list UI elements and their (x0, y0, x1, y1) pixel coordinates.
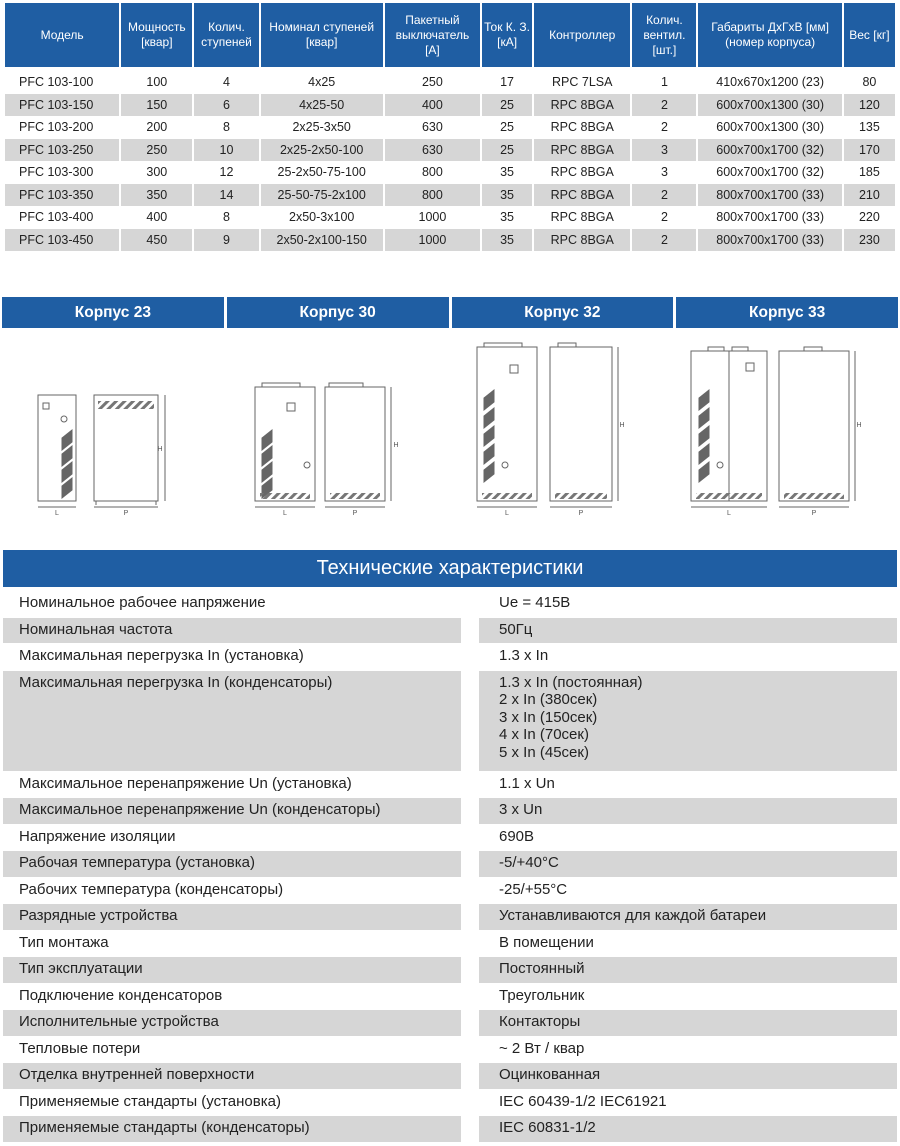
spec-key: Номинальная частота (3, 618, 461, 644)
table-cell: 185 (858, 165, 880, 180)
spec-value: -5/+40°C (479, 851, 897, 877)
table-cell: 600x700x1300 (30) (698, 94, 841, 117)
table-cell: 2x25-2x50-100 (261, 139, 383, 162)
spec-separator (461, 825, 479, 851)
spec-value: ~ 2 Вт / квар (499, 1039, 585, 1057)
column-header: Колич. ступеней (194, 3, 258, 71)
spec-row (3, 931, 897, 957)
table-cell: PFC 103-250 (5, 139, 119, 162)
table-cell: 12 (219, 165, 234, 180)
spec-value-line: 3 x In (150сек) (499, 708, 598, 726)
enclosure-32-drawing (477, 343, 625, 517)
table-cell: 2x50-2x100-150 (261, 229, 383, 252)
table-cell: 3 (632, 139, 696, 162)
column-header: Ток К. З. [кА] (482, 3, 532, 71)
table-cell: 630 (421, 120, 443, 135)
table-cell: 8 (223, 210, 230, 225)
spec-row (3, 957, 897, 983)
table-cell: 35 (482, 184, 532, 207)
table-cell: 800x700x1700 (33) (698, 229, 841, 252)
dim-letter-p: P (123, 510, 129, 517)
table-cell: RPC 8BGA (550, 120, 614, 135)
enclosure-drawings-svg (2, 335, 898, 525)
table-cell: RPC 8BGA (534, 229, 630, 252)
enclosure-header-bar (2, 297, 898, 328)
table-cell: RPC 8BGA (534, 184, 630, 207)
spec-key: Отделка внутренней поверхности (3, 1063, 461, 1089)
spec-row (3, 825, 897, 851)
table-cell: 25-50-75-2x100 (261, 184, 383, 207)
table-cell: 4x25 (308, 75, 336, 90)
spec-key: Тип эксплуатации (3, 957, 461, 983)
spec-key: Максимальная перегрузка In (конденсаторы) (3, 671, 461, 771)
spec-key: Разрядные устройства (3, 904, 461, 930)
spec-separator (461, 772, 479, 798)
table-cell: 2 (632, 94, 696, 117)
enclosure-label-32: Корпус 32 (452, 297, 674, 328)
table-cell: 4 (223, 75, 230, 90)
table-cell: 2 (632, 229, 696, 252)
spec-separator (461, 957, 479, 983)
table-cell: PFC 103-400 (19, 210, 94, 225)
table-cell: PFC 103-450 (5, 229, 119, 252)
spec-row (3, 644, 897, 670)
dim-letter-h: H (393, 442, 399, 449)
tech-table-body (3, 591, 897, 1142)
column-header: Контроллер (534, 3, 630, 71)
table-cell: 4x25-50 (261, 94, 383, 117)
dim-letter-l: L (727, 510, 731, 517)
spec-separator (461, 671, 479, 771)
dim-letter-l: L (283, 510, 287, 517)
column-header: Колич. вентил. [шт.] (632, 3, 696, 71)
table-cell: 2 (660, 210, 668, 225)
table-row (5, 161, 895, 184)
spec-separator (461, 1063, 479, 1089)
column-header: Пакетный выключатель [А] (385, 3, 480, 71)
table-cell: 6 (194, 94, 258, 117)
table-cell: 25-2x50-75-100 (277, 165, 366, 180)
table-cell: 1 (660, 75, 668, 90)
spec-key: Максимальное перенапряжение Un (установка) (19, 774, 352, 792)
spec-separator (461, 904, 479, 930)
table-cell: 800x700x1700 (33) (698, 184, 841, 207)
table-cell: 450 (121, 229, 192, 252)
enclosure-label-30: Корпус 30 (227, 297, 449, 328)
table-cell: 25 (500, 120, 515, 135)
dim-letter-h: H (856, 422, 862, 429)
dim-letter-h: H (157, 446, 163, 453)
spec-row (3, 851, 897, 877)
models-table (3, 3, 897, 251)
spec-row (3, 1063, 897, 1089)
table-cell: 170 (844, 139, 895, 162)
dim-letter-l: L (55, 510, 59, 517)
table-cell: 17 (500, 75, 515, 90)
spec-key: Рабочая температура (установка) (3, 851, 461, 877)
spec-row (3, 772, 897, 798)
table-cell: 80 (862, 75, 877, 90)
spec-value: В помещении (499, 933, 594, 951)
spec-separator (461, 851, 479, 877)
dim-letter-p: P (578, 510, 584, 517)
models-table-header (5, 3, 895, 71)
enclosure-23-drawing (38, 395, 165, 517)
table-cell: 150 (121, 94, 192, 117)
table-cell: 100 (146, 75, 168, 90)
table-row (5, 229, 895, 252)
spec-value-line: 2 x In (380сек) (499, 691, 598, 708)
spec-key: Применяемые стандарты (конденсаторы) (3, 1116, 461, 1142)
table-cell: 300 (146, 165, 168, 180)
table-cell: 250 (421, 75, 443, 90)
spec-value (479, 671, 897, 771)
spec-value: 1.1 x Un (499, 774, 555, 792)
spec-separator (461, 798, 479, 824)
spec-key: Максимальная перегрузка In (установка) (19, 647, 304, 664)
table-cell: 2 (660, 120, 668, 135)
spec-value: IEC 60831-1/2 (479, 1116, 897, 1142)
spec-value-line: 1.3 x In (постоянная) (499, 673, 643, 691)
column-header: Вес [кг] (844, 3, 895, 71)
spec-row (3, 798, 897, 824)
spec-key: Максимальное перенапряжение Un (конденсаторы) (3, 798, 461, 824)
dim-letter-h: H (619, 422, 625, 429)
enclosure-33-drawing (691, 347, 862, 517)
spec-separator (461, 1090, 479, 1116)
enclosure-30-drawing (255, 383, 399, 517)
spec-key: Тепловые потери (19, 1039, 141, 1057)
spec-value: -25/+55°C (499, 880, 568, 898)
table-cell: 10 (194, 139, 258, 162)
spec-separator (461, 931, 479, 957)
spec-value: 690В (499, 827, 535, 845)
table-cell: 1000 (418, 210, 447, 225)
column-header: Модель (5, 3, 119, 71)
table-cell: 35 (500, 210, 515, 225)
table-cell: RPC 8BGA (534, 139, 630, 162)
spec-value: 1.3 x In (499, 647, 549, 664)
spec-row (3, 618, 897, 644)
dim-letter-l: L (505, 510, 509, 517)
spec-value: 50Гц (479, 618, 897, 644)
spec-separator (461, 1037, 479, 1063)
column-header: Габариты ДхГхВ [мм] (номер корпуса) (698, 3, 841, 71)
table-cell: 35 (482, 229, 532, 252)
table-cell: 14 (194, 184, 258, 207)
dim-letter-p: P (811, 510, 817, 517)
column-header: Мощность [квар] (121, 3, 192, 71)
table-cell: PFC 103-150 (5, 94, 119, 117)
table-cell: 600x700x1700 (32) (698, 139, 841, 162)
table-cell: 9 (194, 229, 258, 252)
table-cell: 800 (385, 184, 480, 207)
table-cell: 400 (146, 210, 168, 225)
spec-key: Исполнительные устройства (3, 1010, 461, 1036)
spec-separator (461, 1116, 479, 1142)
table-cell: PFC 103-350 (5, 184, 119, 207)
table-row (5, 116, 895, 139)
table-cell: 135 (858, 120, 880, 135)
spec-value: Устанавливаются для каждой батареи (479, 904, 897, 930)
table-cell: PFC 103-100 (19, 75, 94, 90)
table-cell: RPC 8BGA (550, 165, 614, 180)
table-cell: RPC 7LSA (552, 75, 613, 90)
table-cell: 250 (121, 139, 192, 162)
spec-value: Постоянный (479, 957, 897, 983)
table-cell: 600x700x1700 (32) (716, 165, 825, 180)
spec-key: Применяемые стандарты (установка) (19, 1092, 281, 1110)
models-table-body (5, 71, 895, 251)
spec-separator (461, 618, 479, 644)
spec-separator (461, 878, 479, 904)
table-cell: 400 (385, 94, 480, 117)
spec-separator (461, 984, 479, 1010)
table-row (5, 206, 895, 229)
table-cell: 3 (660, 165, 668, 180)
table-cell: 800 (421, 165, 443, 180)
spec-key: Рабочих температура (конденсаторы) (19, 880, 284, 898)
table-cell: 2 (632, 184, 696, 207)
table-row (5, 94, 895, 117)
table-cell: 25 (482, 94, 532, 117)
table-cell: RPC 8BGA (534, 94, 630, 117)
table-cell: 600x700x1300 (30) (716, 120, 825, 135)
models-header-row (5, 3, 895, 71)
dim-letter-p: P (352, 510, 358, 517)
column-header: Номинал ступеней [квар] (261, 3, 383, 71)
table-cell: PFC 103-200 (19, 120, 94, 135)
enclosure-drawings (2, 335, 898, 525)
table-row (5, 184, 895, 207)
table-cell: 120 (844, 94, 895, 117)
spec-value: Ue = 415В (499, 594, 571, 611)
spec-key: Номинальное рабочее напряжение (19, 594, 266, 611)
spec-value: Контакторы (479, 1010, 897, 1036)
table-cell: 1000 (385, 229, 480, 252)
spec-separator (461, 1010, 479, 1036)
spec-row (3, 1116, 897, 1142)
spec-row (3, 984, 897, 1010)
enclosure-label-33: Корпус 33 (676, 297, 898, 328)
spec-row (3, 1010, 897, 1036)
spec-value: IEC 60439-1/2 IEC61921 (499, 1092, 667, 1110)
table-cell: 350 (121, 184, 192, 207)
table-cell: 25 (482, 139, 532, 162)
spec-row (3, 671, 897, 771)
table-cell: 220 (858, 210, 880, 225)
table-cell: RPC 8BGA (550, 210, 614, 225)
table-cell: 2x25-3x50 (292, 120, 351, 135)
spec-key: Тип монтажа (19, 933, 109, 951)
spec-row (3, 1037, 897, 1063)
tech-table (3, 590, 897, 1143)
table-cell: 410x670x1200 (23) (716, 75, 825, 90)
table-row (5, 139, 895, 162)
table-cell: PFC 103-300 (19, 165, 94, 180)
table-cell: 2x50-3x100 (289, 210, 355, 225)
spec-row (3, 878, 897, 904)
spec-value: 3 x Un (479, 798, 897, 824)
spec-row (3, 904, 897, 930)
table-row (5, 71, 895, 94)
table-cell: 35 (500, 165, 515, 180)
table-cell: 8 (223, 120, 230, 135)
enclosure-label-23: Корпус 23 (2, 297, 224, 328)
spec-value: Оцинкованная (479, 1063, 897, 1089)
spec-key: Напряжение изоляции (19, 827, 176, 845)
spec-row (3, 591, 897, 617)
spec-value-line: 4 x In (70сек) (499, 726, 589, 743)
table-cell: 800x700x1700 (33) (716, 210, 825, 225)
spec-row (3, 1090, 897, 1116)
spec-key: Подключение конденсаторов (19, 986, 223, 1004)
table-cell: 230 (844, 229, 895, 252)
spec-separator (461, 644, 479, 670)
tech-title: Технические характеристики (3, 550, 897, 587)
spec-separator (461, 591, 479, 617)
table-cell: 200 (146, 120, 168, 135)
spec-value: Треугольник (499, 986, 585, 1004)
table-cell: 630 (385, 139, 480, 162)
spec-value-line: 5 x In (45сек) (499, 743, 589, 761)
table-cell: 210 (844, 184, 895, 207)
